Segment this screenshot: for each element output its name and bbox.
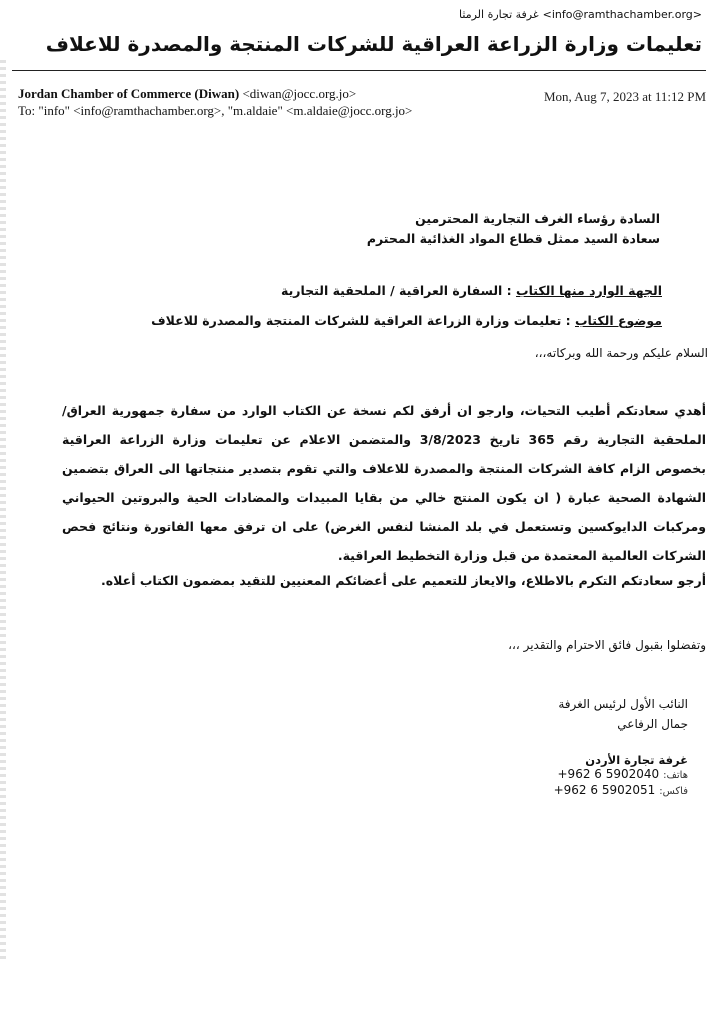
greeting: السلام عليكم ورحمة الله وبركاته،،،: [534, 346, 708, 360]
issuer-line: [281, 283, 662, 298]
email-subject: تعليمات وزارة الزراعة العراقية للشركات المنتجة والمصدرة للاعلاف: [45, 32, 702, 56]
print-header: [459, 8, 702, 21]
issuer-value: : السفارة العراقية / الملحقية التجارية: [281, 283, 517, 298]
header-divider: [12, 70, 706, 71]
phone-number: +962 6 5902040: [557, 767, 660, 781]
phone-row: [558, 767, 689, 781]
fax-row: [554, 783, 688, 797]
email-from: [18, 86, 356, 102]
fax-label: فاكس:: [659, 786, 688, 797]
signature-org: غرفة تجارة الأردن: [585, 753, 688, 767]
request-line: أرجو سعادتكم التكرم بالاطلاع، والايعاز للتعميم على أعضائكم المعنيين للتقيد بمضمون الكتاب أعلاه.: [101, 573, 706, 588]
letter-body: أهدي سعادتكم أطيب التحيات، وارجو ان أرفق لكم نسخة عن الكتاب الوارد من سفارة جمهورية العراق/ الملحقية التجارية رقم 365 تاريخ 3/8/2023 والمتضمن الاعلام عن تعليمات وزارة الزراعة العراقية بخصوص الزام كافة الشركات المنتجة والمصدرة للاعلاف والتي تقوم بتصدير منتجاتها الى العراق بتضمين الشهادة الصحية عبارة ( ان يكون المنتج خالي من بقايا المبيدات والمضادات الحية والبروتين الحيواني ومركبات الدايوكسين وتستعمل في بلد المنشا لنفس الغرض) على ان ترفق معها الفاتورة ونتائج فحص الشركات العالمية المعتمدة من قبل وزارة التخطيط العراقية.: [62, 403, 706, 563]
letter-subject-value: : تعليمات وزارة الزراعة العراقية للشركات المنتجة والمصدرة للاعلاف: [151, 313, 575, 328]
email-recipients: To: "info" <info@ramthachamber.org>, "m.aldaie" <m.aldaie@jocc.org.jo>: [18, 103, 413, 118]
email-date: Mon, Aug 7, 2023 at 11:12 PM: [543, 89, 706, 104]
signatory-title: النائب الأول لرئيس الغرفة: [558, 697, 688, 711]
fax-number: +962 6 5902051: [553, 783, 656, 797]
addressee-line-2: سعادة السيد ممثل قطاع المواد الغذائية المحترم: [366, 231, 660, 246]
letter-subject-line: [151, 313, 662, 328]
letter-subject-label: موضوع الكتاب: [575, 313, 662, 328]
sender-address: <diwan@jocc.org.jo>: [242, 86, 357, 101]
header-email: <info@ramthachamber.org>: [542, 8, 702, 21]
phone-label: هاتف:: [663, 770, 688, 781]
header-org-name: غرفة تجارة الرمثا: [459, 8, 539, 21]
issuer-label: الجهة الوارد منها الكتاب: [516, 283, 662, 298]
sender-name: Jordan Chamber of Commerce (Diwan): [18, 86, 240, 101]
signatory-name: جمال الرفاعي: [617, 717, 688, 731]
scan-edge-artifact: [0, 60, 6, 960]
addressee-line-1: السادة رؤساء الغرف التجارية المحترمين: [415, 211, 660, 226]
closing-line: وتفضلوا بقبول فائق الاحترام والتقدير ،،،: [508, 638, 706, 652]
